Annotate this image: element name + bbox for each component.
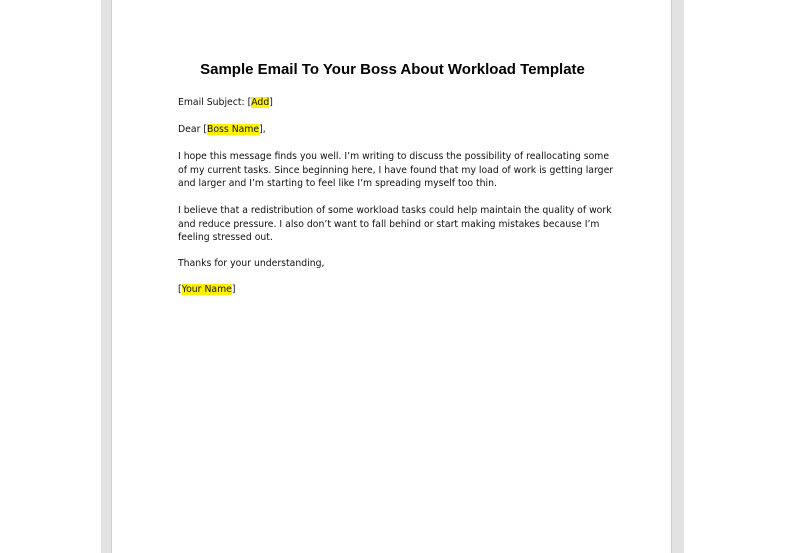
email-subject-line [178,96,618,110]
paragraph-2: I believe that a redistribution of some workload tasks could help maintain the quality of work and reduce pressure. I also don’t want to fall behind or start making mistakes because I’m feeling stressed out. [178,205,612,243]
your-name-placeholder: Your Name [181,284,232,295]
signature-bracket-close: ] [231,284,236,295]
closing-line: Thanks for your understanding, [178,258,325,269]
document-title: Sample Email To Your Boss About Workload Template [200,61,585,78]
signature-bracket-open: [ [178,284,182,295]
greeting-line [178,123,618,137]
greeting-prefix: Dear [ [178,124,207,135]
document-page [111,0,672,553]
paragraph-1: I hope this message finds you well. I’m writing to discuss the possibility of reallocating some of my current tasks. Since beginning here, I have found that my load of work is getting larger and larger and I’m starting to feel like I’m spreading myself too thin. [178,151,614,189]
signature-line [178,283,618,297]
greeting-suffix: ], [259,124,266,135]
subject-bracket-close: ] [269,97,273,108]
subject-placeholder: Add [251,97,270,108]
email-subject-label: Email Subject: [ [178,97,252,108]
boss-name-placeholder: Boss Name [206,124,260,135]
